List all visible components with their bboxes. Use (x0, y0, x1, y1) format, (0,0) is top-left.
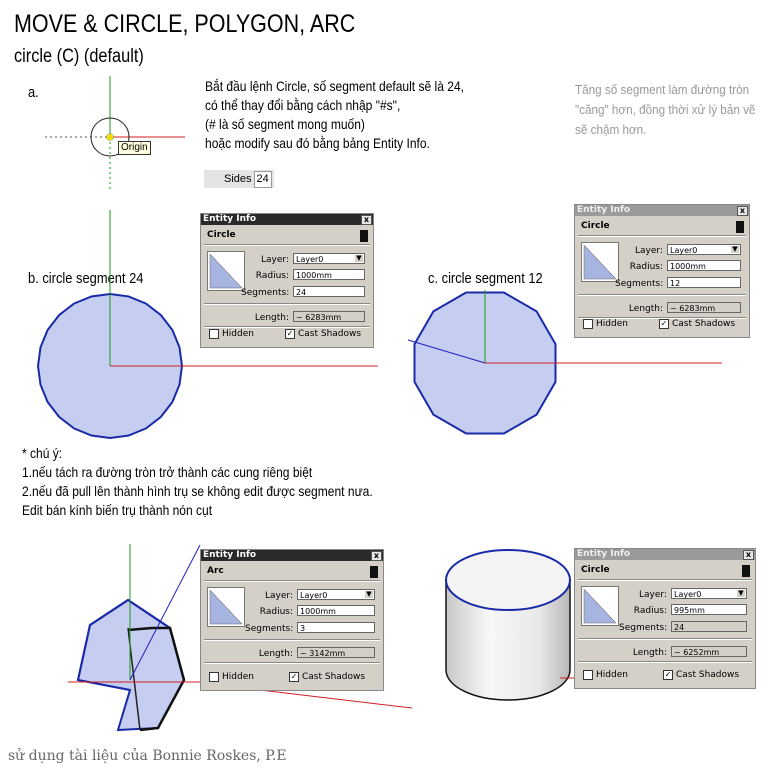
segments-input[interactable]: 12 (667, 277, 741, 288)
hidden-checkbox[interactable] (583, 319, 593, 329)
layer-label: Layer: (261, 255, 289, 265)
hidden-label: Hidden (222, 329, 254, 339)
close-icon[interactable]: x (371, 551, 382, 561)
chevron-down-icon[interactable]: ▼ (366, 590, 372, 598)
radius-label: Radius: (629, 262, 663, 272)
layer-label: Layer: (635, 246, 663, 256)
note-line: Edit bán kính biến trụ thành nón cụt (22, 502, 213, 518)
desc-line: Bắt đầu lệnh Circle, số segment default sẽ là 24, (205, 78, 465, 94)
layer-select[interactable] (293, 253, 365, 264)
chevron-down-icon[interactable]: ▼ (732, 245, 738, 253)
cast-shadows-checkbox[interactable]: ✓ (290, 672, 298, 681)
radius-input[interactable]: 1000mm (667, 260, 741, 271)
note-block (22, 444, 373, 520)
hidden-checkbox[interactable] (583, 670, 593, 680)
radius-label: Radius: (255, 271, 289, 281)
note-line: * chú ý: (22, 445, 63, 461)
note-line: 2.nếu đã pull lên thành hình trụ se không edit được segment nưa. (22, 483, 373, 499)
close-icon[interactable]: x (743, 550, 754, 560)
layer-value: Layer0 (670, 246, 698, 255)
panel-titlebar[interactable] (575, 549, 755, 560)
layer-value: Layer0 (674, 590, 702, 599)
cast-shadows-checkbox[interactable]: ✓ (286, 329, 294, 338)
hidden-label: Hidden (596, 670, 628, 680)
pin-icon[interactable] (370, 566, 378, 578)
panel-titlebar[interactable] (575, 205, 749, 216)
layer-select[interactable] (297, 589, 375, 600)
panel-titlebar[interactable] (201, 214, 373, 225)
segments-label: Segments: (245, 624, 294, 634)
divider (578, 661, 752, 663)
length-value: ~ 6283mm (293, 311, 365, 322)
cast-shadows-checkbox[interactable]: ✓ (664, 670, 672, 679)
sides-label: Sides (224, 173, 252, 185)
segments-input[interactable]: 24 (671, 621, 747, 632)
radius-input[interactable]: 1000mm (293, 269, 365, 280)
side-note-line: Tăng số segment làm đường tròn (575, 82, 750, 97)
segments-label: Segments: (619, 623, 668, 633)
close-icon[interactable]: x (361, 215, 372, 225)
layer-value: Layer0 (296, 255, 324, 264)
origin-diagram (0, 0, 190, 200)
divider (204, 662, 380, 664)
panel-window-title: Entity Info (203, 214, 257, 224)
divider (204, 580, 380, 582)
pin-icon[interactable] (736, 221, 744, 233)
divider (578, 638, 752, 640)
page-title: MOVE & CIRCLE, POLYGON, ARC (14, 10, 356, 38)
sides-value-box[interactable] (204, 170, 274, 188)
radius-input[interactable]: 1000mm (297, 605, 375, 616)
panel-titlebar[interactable] (201, 550, 383, 561)
segments-input[interactable]: 24 (293, 286, 365, 297)
divider (578, 579, 752, 581)
side-note (575, 80, 755, 140)
radius-label: Radius: (259, 607, 293, 617)
section-a-description (205, 77, 464, 153)
cast-shadows-label: Cast Shadows (676, 670, 740, 680)
cast-shadows-label: Cast Shadows (672, 319, 736, 329)
radius-label: Radius: (633, 606, 667, 616)
desc-line: (# là số segment mong muốn) (205, 116, 365, 132)
section-a-label: a. (28, 84, 39, 101)
entity-type-label: Arc (207, 566, 224, 576)
section-c-label: c. circle segment 12 (428, 270, 543, 287)
entity-thumbnail-icon (581, 242, 619, 282)
length-label: Length: (254, 313, 289, 323)
panel-window-title: Entity Info (203, 550, 257, 560)
chevron-down-icon[interactable]: ▼ (738, 589, 744, 597)
divider (204, 303, 370, 305)
length-label: Length: (628, 304, 663, 314)
radius-input[interactable]: 995mm (671, 604, 747, 615)
divider (204, 244, 370, 246)
hidden-label: Hidden (596, 319, 628, 329)
page-subtitle: circle (C) (default) (14, 46, 144, 67)
entity-info-panel (200, 213, 374, 348)
hidden-checkbox[interactable] (209, 329, 219, 339)
footer-credit: sử dụng tài liệu của Bonnie Roskes, P.E (8, 748, 287, 764)
pin-icon[interactable] (742, 565, 750, 577)
layer-value: Layer0 (300, 591, 328, 600)
panel-window-title: Entity Info (577, 205, 631, 215)
entity-type-label: Circle (207, 230, 236, 240)
length-value: ~ 6283mm (667, 302, 741, 313)
cast-shadows-checkbox[interactable]: ✓ (660, 319, 668, 328)
panel-window-title: Entity Info (577, 549, 631, 559)
entity-thumbnail-icon (207, 251, 245, 291)
cylinder-top (446, 550, 570, 610)
side-note-line: "căng" hơn, đồng thời xử lý bản vẽ (575, 102, 756, 117)
note-line: 1.nếu tách ra đường tròn trở thành các cung riêng biệt (22, 464, 313, 480)
divider (578, 294, 746, 296)
desc-line: hoặc modify sau đó bằng bảng Entity Info. (205, 135, 430, 151)
entity-type-label: Circle (581, 565, 610, 575)
entity-info-panel (200, 549, 384, 691)
hidden-checkbox[interactable] (209, 672, 219, 682)
divider (204, 639, 380, 641)
cast-shadows-label: Cast Shadows (302, 672, 366, 682)
layer-label: Layer: (265, 591, 293, 601)
length-value: ~ 6252mm (671, 646, 747, 657)
segments-input[interactable]: 3 (297, 622, 375, 633)
hidden-label: Hidden (222, 672, 254, 682)
divider (204, 326, 370, 328)
origin-tooltip: Origin (118, 141, 151, 155)
entity-thumbnail-icon (207, 587, 245, 627)
segments-label: Segments: (615, 279, 664, 289)
entity-thumbnail-icon (581, 586, 619, 626)
pin-icon[interactable] (360, 230, 368, 242)
desc-line: có thể thay đổi bằng cách nhập "#s", (205, 97, 401, 113)
length-label: Length: (258, 649, 293, 659)
chevron-down-icon[interactable]: ▼ (356, 254, 362, 262)
close-icon[interactable]: x (737, 206, 748, 216)
cast-shadows-label: Cast Shadows (298, 329, 362, 339)
layer-label: Layer: (639, 590, 667, 600)
segments-label: Segments: (241, 288, 290, 298)
length-value: ~ 3142mm (297, 647, 375, 658)
layer-select[interactable] (667, 244, 741, 255)
length-label: Length: (632, 648, 667, 658)
entity-info-panel (574, 548, 756, 689)
side-note-line: sẽ chậm hơn. (575, 122, 647, 137)
entity-type-label: Circle (581, 221, 610, 231)
section-b-label: b. circle segment 24 (28, 270, 144, 287)
entity-info-panel (574, 204, 750, 338)
sides-input[interactable]: 24 (254, 171, 272, 188)
layer-select[interactable] (671, 588, 747, 599)
divider (578, 235, 746, 237)
